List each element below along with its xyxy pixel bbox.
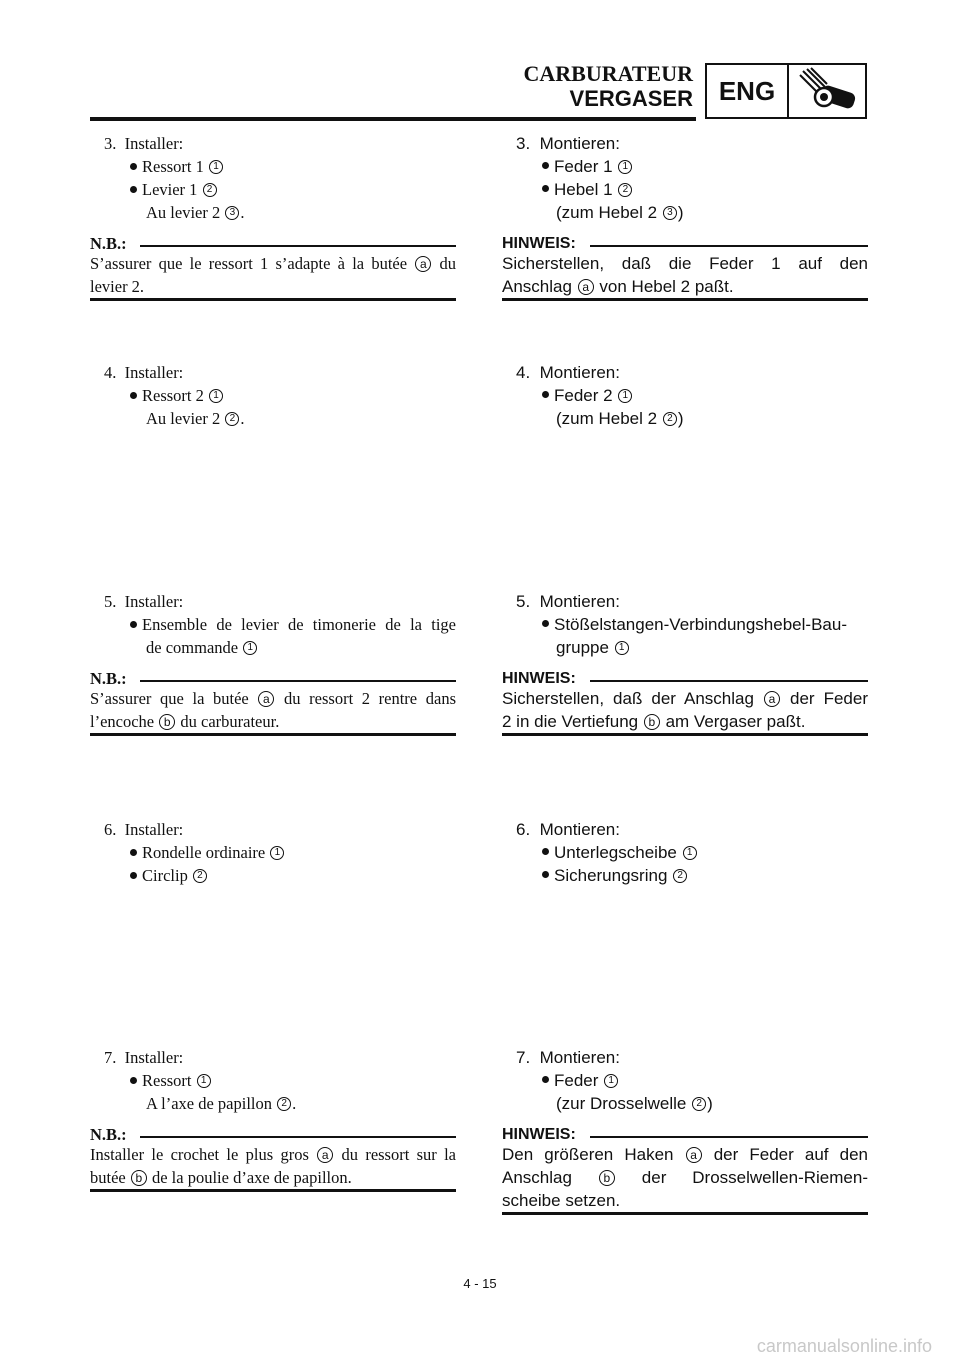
part-target: (zur Drosselwelle: [556, 1094, 687, 1113]
note-rule: [140, 245, 456, 247]
step-verb: Montieren:: [539, 592, 620, 611]
page-number: 4 - 15: [463, 1276, 497, 1291]
part-name: Unterlegscheibe: [554, 843, 677, 862]
note-end-rule: [502, 298, 868, 301]
note-rule: [590, 1136, 868, 1138]
note-rule: [590, 680, 868, 682]
marker-letter: a: [415, 256, 431, 272]
part-name: gruppe: [556, 638, 609, 657]
marker-letter: a: [764, 691, 780, 707]
part-name: Feder 1: [554, 157, 613, 176]
note-text: S’assurer que le ressort 1 s’adapte à la butée: [90, 254, 408, 273]
marker-letter: a: [578, 279, 594, 295]
part-name: de commande: [146, 638, 239, 657]
note-text: Installer le crochet le plus gros: [90, 1145, 309, 1164]
eng-badge: ENG: [705, 63, 789, 119]
note-text: Anschlag: [502, 277, 572, 296]
callout-number: 1: [197, 1074, 211, 1088]
part-name: Circlip: [142, 866, 188, 885]
watermark: carmanualsonline.info: [756, 1336, 932, 1356]
step-number: 4.: [104, 363, 117, 382]
note-text: levier 2.: [90, 277, 145, 296]
note-text: der Drosselwellen-Riemen-: [641, 1168, 868, 1187]
part-name: Ressort: [142, 1071, 192, 1090]
callout-number: 2: [663, 412, 677, 426]
punctuation: ): [707, 1094, 713, 1113]
note-heading: HINWEIS:: [502, 1126, 576, 1143]
header-title-german: VERGASER: [569, 86, 693, 111]
note-text: der Feder: [789, 689, 868, 708]
note-heading: N.B.:: [90, 669, 127, 688]
marker-letter: b: [644, 714, 660, 730]
part-target: A l’axe de papillon: [146, 1094, 273, 1113]
note-text: du: [439, 254, 456, 273]
note-text: du ressort sur la: [341, 1145, 456, 1164]
note-text: S’assurer que la butée: [90, 689, 249, 708]
note-heading: N.B.:: [90, 1125, 127, 1144]
callout-number: 1: [270, 846, 284, 860]
note-text: l’encoche: [90, 712, 155, 731]
note-rule: [140, 1136, 456, 1138]
note-end-rule: [90, 298, 456, 301]
part-name: Levier 1: [142, 180, 198, 199]
part-target: (zum Hebel 2: [556, 203, 658, 222]
step-verb: Installer:: [124, 134, 184, 153]
step-verb: Montieren:: [539, 820, 620, 839]
step-verb: Montieren:: [539, 1048, 620, 1067]
note-text: von Hebel 2 paßt.: [599, 277, 734, 296]
part-name: Ressort 1: [142, 157, 204, 176]
note-text: scheibe setzen.: [502, 1191, 621, 1210]
header-title-french: CARBURATEUR: [523, 61, 693, 86]
punctuation: .: [240, 203, 245, 222]
note-text: de la poulie d’axe de papillon.: [151, 1168, 352, 1187]
callout-number: 1: [683, 846, 697, 860]
part-target: (zum Hebel 2: [556, 409, 658, 428]
punctuation: .: [292, 1094, 297, 1113]
step-verb: Montieren:: [539, 363, 620, 382]
part-name: Rondelle ordinaire: [142, 843, 266, 862]
part-name: Feder 2: [554, 386, 613, 405]
step-verb: Installer:: [124, 592, 184, 611]
callout-number: 2: [193, 869, 207, 883]
step-verb: Montieren:: [539, 134, 620, 153]
callout-number: 2: [618, 183, 632, 197]
part-name: Feder: [554, 1071, 599, 1090]
marker-letter: b: [159, 714, 175, 730]
wrench-screwdriver-icon: [787, 63, 867, 119]
note-heading: HINWEIS:: [502, 670, 576, 687]
note-text: du ressort 2 rentre dans: [284, 689, 456, 708]
note-text: du carburateur.: [180, 712, 280, 731]
step-number: 4.: [516, 363, 531, 382]
step-verb: Installer:: [124, 363, 184, 382]
marker-letter: b: [599, 1170, 615, 1186]
step-number: 7.: [104, 1048, 117, 1067]
callout-number: 3: [663, 206, 677, 220]
step-verb: Installer:: [124, 1048, 184, 1067]
note-text: am Vergaser paßt.: [665, 712, 806, 731]
part-target: Au levier 2: [146, 203, 221, 222]
punctuation: ): [677, 409, 684, 428]
step-number: 5.: [516, 592, 531, 611]
punctuation: ): [677, 203, 684, 222]
part-name: Hebel 1: [554, 180, 613, 199]
note-end-rule: [90, 1189, 456, 1192]
note-end-rule: [502, 1212, 868, 1215]
callout-number: 1: [618, 389, 632, 403]
part-name: Stößelstangen-Verbindungshebel-Bau-: [554, 615, 847, 634]
note-end-rule: [502, 733, 868, 736]
callout-number: 1: [209, 160, 223, 174]
marker-letter: a: [317, 1147, 333, 1163]
step-number: 6.: [104, 820, 117, 839]
marker-letter: a: [258, 691, 274, 707]
note-rule: [140, 680, 456, 682]
callout-number: 2: [225, 412, 239, 426]
note-heading: HINWEIS:: [502, 235, 576, 252]
note-heading: N.B.:: [90, 234, 127, 253]
note-text: 2 in die Vertiefung: [502, 712, 639, 731]
step-number: 5.: [104, 592, 117, 611]
part-target: Au levier 2: [146, 409, 221, 428]
callout-number: 1: [209, 389, 223, 403]
callout-number: 1: [618, 160, 632, 174]
step-number: 3.: [516, 134, 531, 153]
step-number: 3.: [104, 134, 117, 153]
callout-number: 2: [277, 1097, 291, 1111]
callout-number: 1: [243, 641, 257, 655]
step-number: 6.: [516, 820, 531, 839]
note-text: Sicherstellen, daß der Anschlag: [502, 689, 754, 708]
callout-number: 2: [203, 183, 217, 197]
step-verb: Installer:: [124, 820, 184, 839]
part-name: Sicherungsring: [554, 866, 668, 885]
note-end-rule: [90, 733, 456, 736]
header-rule: [90, 117, 696, 121]
callout-number: 1: [604, 1074, 618, 1088]
part-name: Ensemble de levier de timonerie de la tige: [142, 615, 456, 634]
note-rule: [590, 245, 868, 247]
marker-letter: a: [686, 1147, 702, 1163]
punctuation: .: [240, 409, 245, 428]
marker-letter: b: [131, 1170, 147, 1186]
note-text: Sicherstellen, daß die Feder 1 auf den: [502, 254, 868, 273]
note-text: Anschlag: [502, 1168, 572, 1187]
note-text: butée: [90, 1168, 126, 1187]
callout-number: 2: [692, 1097, 706, 1111]
note-text: der Feder auf den: [713, 1145, 868, 1164]
note-text: Den größeren Haken: [502, 1145, 674, 1164]
callout-number: 1: [615, 641, 629, 655]
part-name: Ressort 2: [142, 386, 204, 405]
step-number: 7.: [516, 1048, 531, 1067]
callout-number: 2: [673, 869, 687, 883]
callout-number: 3: [225, 206, 239, 220]
